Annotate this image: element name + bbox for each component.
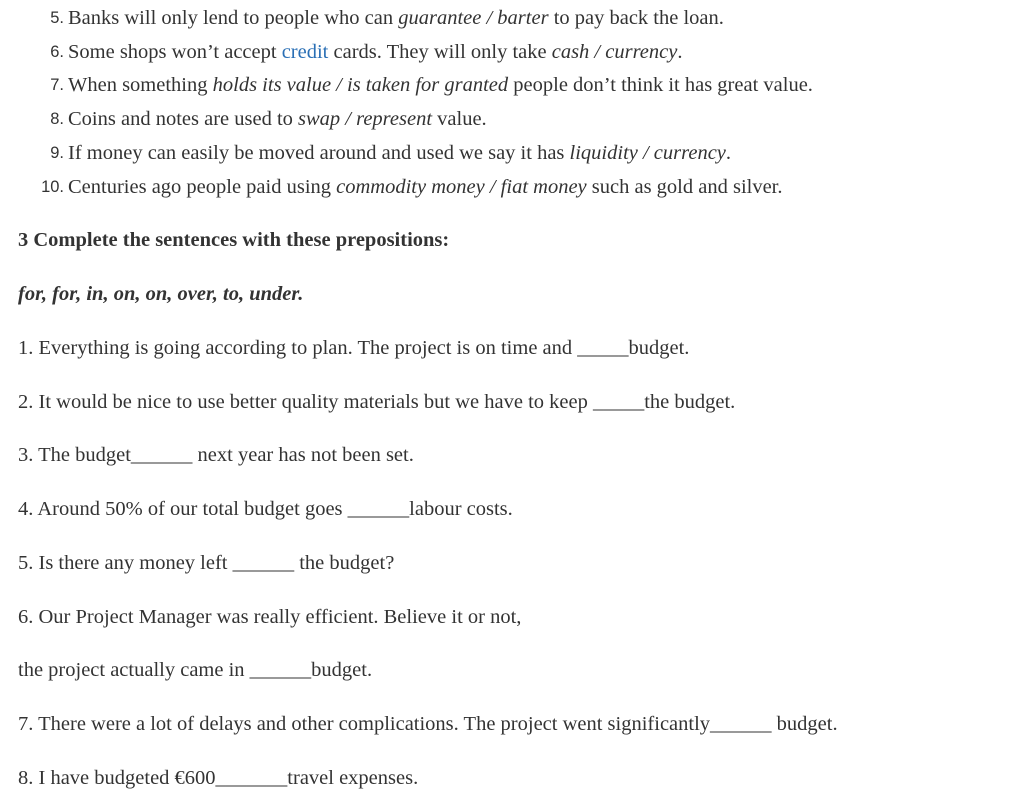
sentence-2: 2. It would be nice to use better quality materials but we have to keep _____the budget. (18, 391, 736, 413)
item-text: Coins and notes are used to swap / represent value. (68, 108, 487, 130)
choice-options: guarantee / barter (398, 7, 549, 29)
item-number: 8. (50, 110, 64, 128)
sentence-8: 8. I have budgeted €600_______travel expenses. (18, 767, 419, 789)
sentence-4: 4. Around 50% of our total budget goes ______labour costs. (18, 498, 513, 520)
sentence-6: 6. Our Project Manager was really efficient. Believe it or not, (18, 606, 522, 628)
item-number: 7. (50, 76, 64, 94)
word-bank: for, for, in, on, on, over, to, under. (18, 283, 304, 305)
item-text: When something holds its value / is taken for granted people don’t think it has great value. (68, 74, 813, 96)
choice-options: commodity money / fiat money (336, 176, 587, 198)
item-number: 5. (50, 9, 64, 27)
choice-options: swap / represent (298, 108, 433, 130)
credit-link[interactable]: credit (281, 41, 329, 63)
item-text: Centuries ago people paid using commodity money / fiat money such as gold and silver. (68, 176, 783, 198)
choice-options: liquidity / currency (569, 142, 726, 164)
sentence-5: 5. Is there any money left ______ the budget? (18, 552, 395, 574)
sentence-7: 7. There were a lot of delays and other complications. The project went significantly______ budget. (18, 713, 838, 735)
item-number: 6. (50, 43, 64, 61)
sentence-1: 1. Everything is going according to plan. The project is on time and _____budget. (18, 337, 690, 359)
item-number: 10. (41, 178, 64, 196)
exercise-3-heading: 3 Complete the sentences with these prepositions: (18, 229, 450, 251)
choice-options: holds its value / is taken for granted (212, 74, 509, 96)
item-text: If money can easily be moved around and used we say it has liquidity / currency. (68, 142, 732, 164)
sentence-6-continued: the project actually came in ______budget. (18, 659, 373, 681)
item-number: 9. (50, 144, 64, 162)
item-text: Banks will only lend to people who can guarantee / barter to pay back the loan. (68, 7, 724, 29)
choice-options: cash / currency (551, 41, 678, 63)
sentence-3: 3. The budget______ next year has not been set. (18, 444, 414, 466)
item-text: Some shops won’t accept credit cards. They will only take cash / currency. (68, 41, 683, 63)
